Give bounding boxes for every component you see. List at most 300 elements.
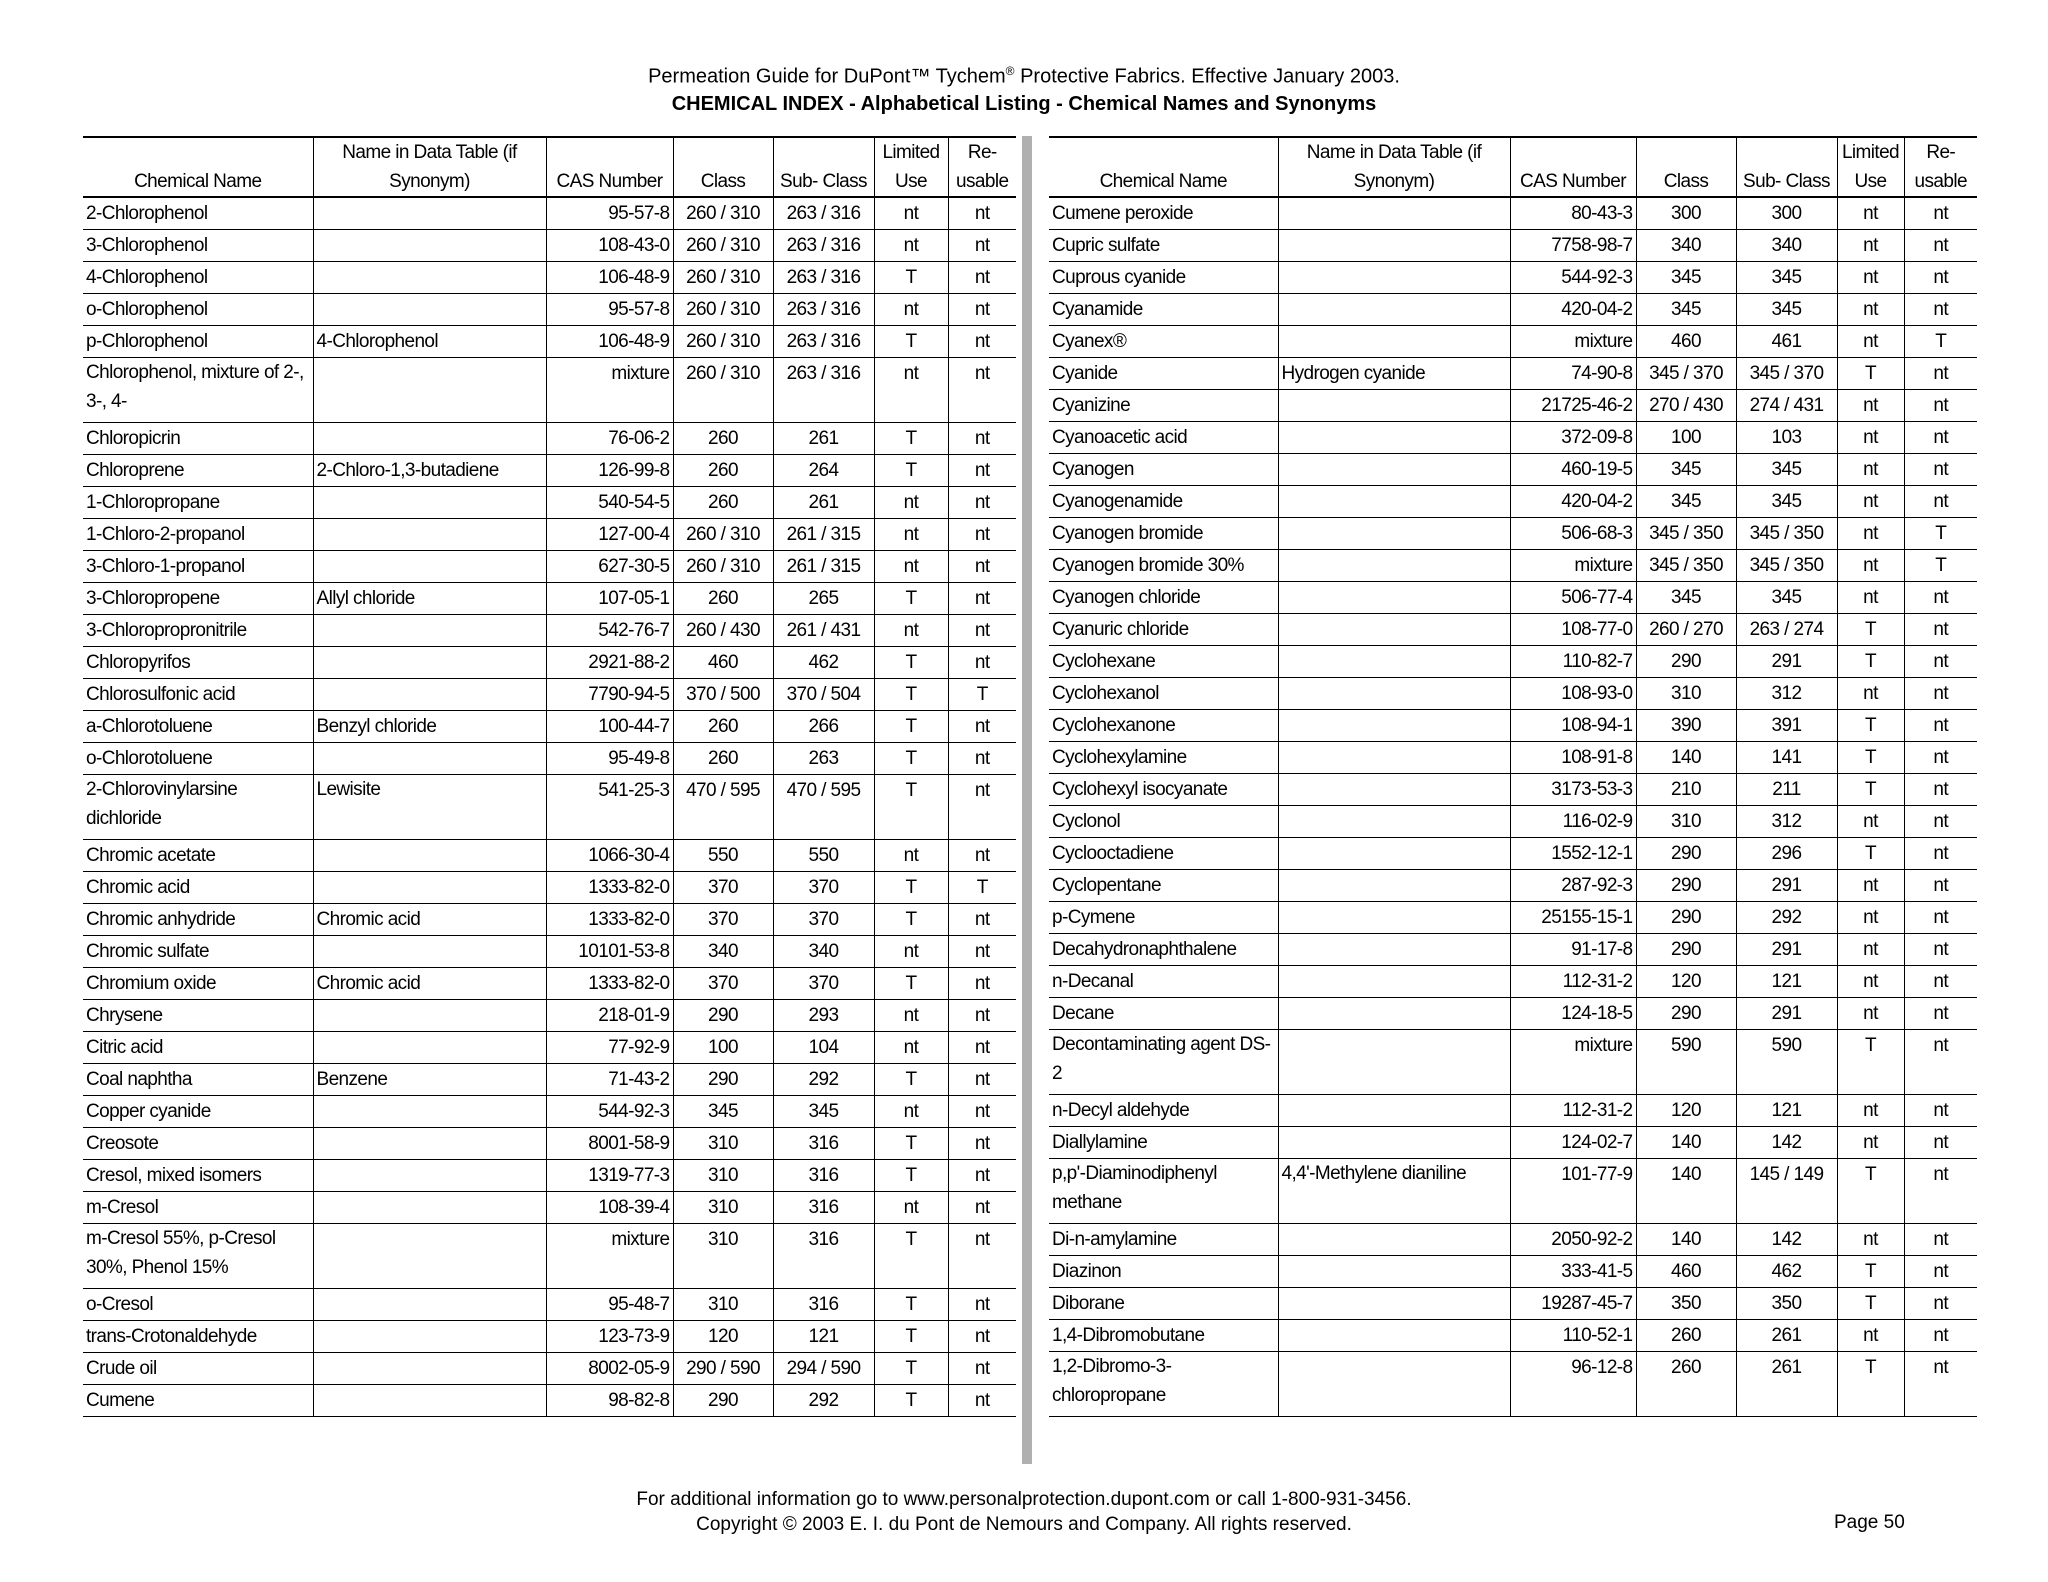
cell-cas-number: 95-48-7 <box>546 1289 673 1321</box>
cell-cas-number: 540-54-5 <box>546 487 673 519</box>
cell-synonym <box>313 1224 546 1289</box>
cell-subclass: 263 / 316 <box>773 294 874 326</box>
cell-chemical-name: Cupric sulfate <box>1049 230 1278 262</box>
cell-cas-number: 108-93-0 <box>1510 678 1636 710</box>
cell-limited-use: nt <box>1837 870 1904 902</box>
cell-subclass: 345 / 350 <box>1736 518 1837 550</box>
cell-class: 260 / 310 <box>673 230 773 262</box>
cell-synonym <box>313 294 546 326</box>
cell-class: 470 / 595 <box>673 775 773 840</box>
cell-chemical-name: Chromic acid <box>83 872 313 904</box>
cell-chemical-name: Chromic anhydride <box>83 904 313 936</box>
cell-subclass: 261 / 431 <box>773 615 874 647</box>
cell-reusable: nt <box>1904 1095 1977 1127</box>
cell-synonym <box>313 1353 546 1385</box>
cell-chemical-name: trans-Crotonaldehyde <box>83 1321 313 1353</box>
table-row <box>83 1385 1016 1417</box>
cell-reusable: nt <box>948 1064 1016 1096</box>
cell-limited-use: T <box>874 968 948 1000</box>
cell-reusable: nt <box>948 775 1016 840</box>
cell-reusable: nt <box>1904 390 1977 422</box>
cell-subclass: 292 <box>1736 902 1837 934</box>
title-suffix: Protective Fabrics. Effective January 2003. <box>1014 65 1400 88</box>
cell-reusable: nt <box>948 1000 1016 1032</box>
cell-class: 370 <box>673 968 773 1000</box>
cell-cas-number: mixture <box>546 358 673 423</box>
table-row <box>83 197 1016 230</box>
cell-limited-use: T <box>1837 358 1904 390</box>
cell-chemical-name: Cyanex® <box>1049 326 1278 358</box>
cell-chemical-name: Cyanogen bromide <box>1049 518 1278 550</box>
cell-synonym: Chromic acid <box>313 904 546 936</box>
cell-cas-number: 1066-30-4 <box>546 840 673 872</box>
cell-synonym <box>1278 294 1510 326</box>
table-row <box>1049 326 1977 358</box>
cell-class: 290 / 590 <box>673 1353 773 1385</box>
col-reusable: Re- usable <box>948 137 1016 197</box>
table-row <box>1049 1030 1977 1095</box>
cell-synonym <box>1278 486 1510 518</box>
cell-class: 260 <box>673 455 773 487</box>
cell-reusable: nt <box>948 230 1016 262</box>
cell-limited-use: nt <box>874 197 948 230</box>
cell-chemical-name: Cresol, mixed isomers <box>83 1160 313 1192</box>
cell-limited-use: T <box>874 1224 948 1289</box>
cell-cas-number: 100-44-7 <box>546 711 673 743</box>
cell-reusable: nt <box>1904 838 1977 870</box>
cell-chemical-name: o-Chlorophenol <box>83 294 313 326</box>
col-cas-number: CAS Number <box>546 137 673 197</box>
table-row <box>83 455 1016 487</box>
cell-chemical-name: p-Cymene <box>1049 902 1278 934</box>
cell-reusable: T <box>1904 550 1977 582</box>
table-row <box>1049 454 1977 486</box>
cell-chemical-name: Diazinon <box>1049 1256 1278 1288</box>
cell-subclass: 345 <box>1736 454 1837 486</box>
cell-cas-number: 2921-88-2 <box>546 647 673 679</box>
cell-limited-use: nt <box>1837 1224 1904 1256</box>
cell-subclass: 345 / 350 <box>1736 550 1837 582</box>
cell-synonym <box>1278 966 1510 998</box>
cell-synonym <box>313 1160 546 1192</box>
cell-chemical-name: Chloroprene <box>83 455 313 487</box>
cell-chemical-name: Cyanogenamide <box>1049 486 1278 518</box>
cell-cas-number: 1333-82-0 <box>546 904 673 936</box>
cell-cas-number: 110-82-7 <box>1510 646 1636 678</box>
table-row <box>1049 518 1977 550</box>
cell-subclass: 292 <box>773 1064 874 1096</box>
cell-subclass: 296 <box>1736 838 1837 870</box>
cell-cas-number: 627-30-5 <box>546 551 673 583</box>
cell-cas-number: 74-90-8 <box>1510 358 1636 390</box>
cell-synonym <box>313 487 546 519</box>
cell-chemical-name: Cyclopentane <box>1049 870 1278 902</box>
cell-subclass: 291 <box>1736 870 1837 902</box>
cell-synonym <box>313 1096 546 1128</box>
table-header-row <box>83 137 1016 197</box>
cell-limited-use: nt <box>874 1032 948 1064</box>
cell-synonym: Lewisite <box>313 775 546 840</box>
cell-reusable: T <box>948 872 1016 904</box>
cell-class: 260 / 310 <box>673 519 773 551</box>
table-row <box>83 1128 1016 1160</box>
cell-reusable: nt <box>1904 774 1977 806</box>
cell-reusable: nt <box>1904 358 1977 390</box>
table-row <box>1049 550 1977 582</box>
cell-reusable: nt <box>948 1096 1016 1128</box>
cell-reusable: nt <box>1904 614 1977 646</box>
cell-subclass: 265 <box>773 583 874 615</box>
cell-subclass: 121 <box>773 1321 874 1353</box>
cell-chemical-name: Chloropicrin <box>83 423 313 455</box>
cell-chemical-name: Cyclonol <box>1049 806 1278 838</box>
cell-synonym: 4,4'-Methylene dianiline <box>1278 1159 1510 1224</box>
cell-subclass: 345 <box>1736 262 1837 294</box>
cell-cas-number: 95-49-8 <box>546 743 673 775</box>
table-row <box>1049 1256 1977 1288</box>
cell-reusable: nt <box>948 904 1016 936</box>
table-row <box>1049 710 1977 742</box>
cell-subclass: 550 <box>773 840 874 872</box>
cell-subclass: 345 / 370 <box>1736 358 1837 390</box>
cell-cas-number: mixture <box>1510 1030 1636 1095</box>
cell-chemical-name: 3-Chloropropene <box>83 583 313 615</box>
cell-chemical-name: 3-Chlorophenol <box>83 230 313 262</box>
cell-synonym <box>313 197 546 230</box>
cell-limited-use: nt <box>874 230 948 262</box>
cell-reusable: nt <box>1904 1256 1977 1288</box>
cell-cas-number: 96-12-8 <box>1510 1352 1636 1417</box>
cell-class: 345 <box>1636 294 1736 326</box>
cell-limited-use: nt <box>874 519 948 551</box>
cell-synonym <box>1278 582 1510 614</box>
cell-cas-number: 95-57-8 <box>546 197 673 230</box>
cell-class: 260 <box>1636 1352 1736 1417</box>
cell-synonym: Benzyl chloride <box>313 711 546 743</box>
cell-subclass: 266 <box>773 711 874 743</box>
cell-subclass: 300 <box>1736 197 1837 230</box>
cell-class: 550 <box>673 840 773 872</box>
cell-synonym: 2-Chloro-1,3-butadiene <box>313 455 546 487</box>
table-row <box>83 1096 1016 1128</box>
table-row <box>83 1224 1016 1289</box>
cell-synonym <box>1278 902 1510 934</box>
cell-class: 460 <box>1636 1256 1736 1288</box>
cell-chemical-name: Diallylamine <box>1049 1127 1278 1159</box>
cell-reusable: nt <box>948 358 1016 423</box>
table-row <box>83 904 1016 936</box>
cell-limited-use: T <box>874 647 948 679</box>
cell-synonym: Chromic acid <box>313 968 546 1000</box>
cell-class: 290 <box>1636 902 1736 934</box>
cell-subclass: 274 / 431 <box>1736 390 1837 422</box>
cell-chemical-name: Cyanuric chloride <box>1049 614 1278 646</box>
cell-class: 120 <box>673 1321 773 1353</box>
cell-limited-use: T <box>874 1128 948 1160</box>
cell-class: 140 <box>1636 1127 1736 1159</box>
table-row <box>83 551 1016 583</box>
cell-reusable: nt <box>1904 1030 1977 1095</box>
cell-limited-use: nt <box>874 840 948 872</box>
table-row <box>1049 358 1977 390</box>
cell-class: 310 <box>673 1128 773 1160</box>
cell-synonym <box>1278 838 1510 870</box>
table-row <box>1049 1159 1977 1224</box>
cell-synonym: Hydrogen cyanide <box>1278 358 1510 390</box>
cell-reusable: nt <box>948 615 1016 647</box>
cell-reusable: nt <box>948 326 1016 358</box>
cell-subclass: 261 <box>1736 1320 1837 1352</box>
cell-cas-number: 126-99-8 <box>546 455 673 487</box>
cell-class: 310 <box>673 1224 773 1289</box>
col-chemical-name: Chemical Name <box>83 137 313 197</box>
chemical-table-left <box>83 136 1016 1417</box>
cell-subclass: 340 <box>1736 230 1837 262</box>
table-row <box>83 711 1016 743</box>
cell-synonym <box>1278 550 1510 582</box>
cell-subclass: 263 / 316 <box>773 358 874 423</box>
cell-chemical-name: a-Chlorotoluene <box>83 711 313 743</box>
cell-chemical-name: m-Cresol 55%, p-Cresol 30%, Phenol 15% <box>83 1224 313 1289</box>
cell-subclass: 264 <box>773 455 874 487</box>
cell-subclass: 293 <box>773 1000 874 1032</box>
cell-class: 290 <box>673 1064 773 1096</box>
table-row <box>83 358 1016 423</box>
cell-reusable: nt <box>948 1032 1016 1064</box>
cell-synonym: Benzene <box>313 1064 546 1096</box>
cell-chemical-name: Cyanoacetic acid <box>1049 422 1278 454</box>
cell-class: 290 <box>673 1385 773 1417</box>
cell-reusable: nt <box>1904 1127 1977 1159</box>
cell-reusable: T <box>948 679 1016 711</box>
cell-synonym <box>1278 1030 1510 1095</box>
cell-cas-number: 80-43-3 <box>1510 197 1636 230</box>
cell-chemical-name: 2-Chlorovinylarsine dichloride <box>83 775 313 840</box>
cell-chemical-name: n-Decyl aldehyde <box>1049 1095 1278 1127</box>
cell-synonym <box>1278 518 1510 550</box>
cell-class: 310 <box>673 1160 773 1192</box>
cell-reusable: T <box>1904 326 1977 358</box>
cell-class: 260 <box>673 711 773 743</box>
footer-copyright: Copyright © 2003 E. I. du Pont de Nemours and Company. All rights reserved. <box>696 1514 1352 1535</box>
cell-limited-use: T <box>1837 1352 1904 1417</box>
cell-chemical-name: Cyclohexane <box>1049 646 1278 678</box>
table-row <box>1049 486 1977 518</box>
cell-synonym <box>313 1321 546 1353</box>
cell-synonym <box>1278 774 1510 806</box>
cell-chemical-name: Cyanide <box>1049 358 1278 390</box>
cell-synonym <box>1278 614 1510 646</box>
cell-limited-use: T <box>874 262 948 294</box>
cell-class: 590 <box>1636 1030 1736 1095</box>
cell-class: 270 / 430 <box>1636 390 1736 422</box>
cell-limited-use: T <box>1837 838 1904 870</box>
cell-limited-use: T <box>1837 646 1904 678</box>
cell-class: 260 <box>673 583 773 615</box>
cell-limited-use: nt <box>874 487 948 519</box>
cell-subclass: 462 <box>1736 1256 1837 1288</box>
cell-reusable: nt <box>1904 806 1977 838</box>
cell-reusable: nt <box>1904 934 1977 966</box>
cell-class: 210 <box>1636 774 1736 806</box>
cell-subclass: 261 <box>773 487 874 519</box>
cell-chemical-name: 4-Chlorophenol <box>83 262 313 294</box>
cell-limited-use: T <box>1837 1256 1904 1288</box>
cell-reusable: nt <box>948 1160 1016 1192</box>
cell-synonym <box>1278 1288 1510 1320</box>
cell-synonym <box>313 1032 546 1064</box>
cell-reusable: nt <box>948 840 1016 872</box>
cell-synonym <box>1278 197 1510 230</box>
cell-limited-use: T <box>874 326 948 358</box>
cell-chemical-name: Cyclohexanone <box>1049 710 1278 742</box>
cell-chemical-name: Coal naphtha <box>83 1064 313 1096</box>
cell-reusable: nt <box>1904 1320 1977 1352</box>
cell-limited-use: nt <box>874 1192 948 1224</box>
cell-chemical-name: Cyanogen <box>1049 454 1278 486</box>
cell-cas-number: 71-43-2 <box>546 1064 673 1096</box>
cell-synonym <box>1278 1352 1510 1417</box>
cell-cas-number: 108-43-0 <box>546 230 673 262</box>
cell-class: 140 <box>1636 1159 1736 1224</box>
cell-synonym <box>1278 1095 1510 1127</box>
cell-class: 345 <box>1636 262 1736 294</box>
cell-limited-use: T <box>874 1160 948 1192</box>
cell-limited-use: T <box>874 872 948 904</box>
cell-class: 370 / 500 <box>673 679 773 711</box>
cell-reusable: nt <box>1904 710 1977 742</box>
cell-cas-number: 116-02-9 <box>1510 806 1636 838</box>
table-row <box>83 326 1016 358</box>
cell-limited-use: nt <box>874 936 948 968</box>
table-row <box>1049 230 1977 262</box>
cell-synonym <box>313 1128 546 1160</box>
cell-synonym <box>1278 934 1510 966</box>
cell-class: 345 / 370 <box>1636 358 1736 390</box>
cell-class: 120 <box>1636 1095 1736 1127</box>
cell-subclass: 142 <box>1736 1224 1837 1256</box>
cell-subclass: 316 <box>773 1192 874 1224</box>
table-row <box>83 294 1016 326</box>
cell-reusable: nt <box>948 262 1016 294</box>
table-row <box>83 1160 1016 1192</box>
cell-reusable: nt <box>1904 422 1977 454</box>
document-title <box>0 64 2048 89</box>
cell-limited-use: T <box>1837 614 1904 646</box>
cell-class: 345 <box>1636 582 1736 614</box>
cell-chemical-name: Cumene <box>83 1385 313 1417</box>
table-row <box>1049 966 1977 998</box>
cell-synonym: 4-Chlorophenol <box>313 326 546 358</box>
cell-cas-number: 123-73-9 <box>546 1321 673 1353</box>
cell-limited-use: T <box>874 1385 948 1417</box>
cell-synonym <box>1278 806 1510 838</box>
cell-cas-number: 101-77-9 <box>1510 1159 1636 1224</box>
cell-cas-number: 77-92-9 <box>546 1032 673 1064</box>
cell-limited-use: T <box>874 775 948 840</box>
cell-reusable: nt <box>948 936 1016 968</box>
cell-chemical-name: Cumene peroxide <box>1049 197 1278 230</box>
cell-synonym <box>1278 998 1510 1030</box>
cell-subclass: 263 / 316 <box>773 326 874 358</box>
cell-cas-number: 19287-45-7 <box>1510 1288 1636 1320</box>
table-row <box>1049 390 1977 422</box>
cell-limited-use: nt <box>1837 326 1904 358</box>
cell-chemical-name: 1,2-Dibromo-3-chloropropane <box>1049 1352 1278 1417</box>
cell-limited-use: nt <box>1837 230 1904 262</box>
cell-synonym <box>1278 710 1510 742</box>
table-row <box>1049 1320 1977 1352</box>
cell-limited-use: T <box>1837 742 1904 774</box>
cell-reusable: nt <box>1904 1288 1977 1320</box>
cell-reusable: nt <box>948 1321 1016 1353</box>
cell-limited-use: nt <box>1837 966 1904 998</box>
table-row <box>1049 614 1977 646</box>
cell-chemical-name: o-Chlorotoluene <box>83 743 313 775</box>
table-row <box>1049 1288 1977 1320</box>
cell-subclass: 141 <box>1736 742 1837 774</box>
col-synonym: Name in Data Table (if Synonym) <box>313 137 546 197</box>
cell-limited-use: nt <box>1837 262 1904 294</box>
cell-subclass: 461 <box>1736 326 1837 358</box>
cell-subclass: 470 / 595 <box>773 775 874 840</box>
cell-reusable: nt <box>1904 742 1977 774</box>
cell-subclass: 261 / 315 <box>773 551 874 583</box>
cell-chemical-name: Chromium oxide <box>83 968 313 1000</box>
cell-limited-use: T <box>1837 1030 1904 1095</box>
cell-limited-use: T <box>1837 1159 1904 1224</box>
cell-reusable: nt <box>948 551 1016 583</box>
cell-chemical-name: Copper cyanide <box>83 1096 313 1128</box>
cell-reusable: nt <box>1904 486 1977 518</box>
cell-reusable: T <box>1904 518 1977 550</box>
cell-cas-number: 7790-94-5 <box>546 679 673 711</box>
table-row <box>83 968 1016 1000</box>
cell-subclass: 292 <box>773 1385 874 1417</box>
cell-cas-number: mixture <box>1510 550 1636 582</box>
cell-class: 260 / 310 <box>673 262 773 294</box>
table-row <box>83 743 1016 775</box>
table-row <box>1049 902 1977 934</box>
cell-limited-use: nt <box>1837 902 1904 934</box>
cell-cas-number: 108-39-4 <box>546 1192 673 1224</box>
cell-synonym <box>1278 390 1510 422</box>
cell-reusable: nt <box>948 294 1016 326</box>
cell-chemical-name: Decane <box>1049 998 1278 1030</box>
cell-limited-use: nt <box>874 551 948 583</box>
cell-class: 350 <box>1636 1288 1736 1320</box>
cell-reusable: nt <box>1904 1224 1977 1256</box>
cell-limited-use: nt <box>1837 678 1904 710</box>
table-row <box>1049 582 1977 614</box>
cell-reusable: nt <box>1904 1159 1977 1224</box>
table-row <box>83 230 1016 262</box>
cell-chemical-name: 1-Chloro-2-propanol <box>83 519 313 551</box>
cell-class: 260 / 430 <box>673 615 773 647</box>
cell-subclass: 345 <box>773 1096 874 1128</box>
cell-chemical-name: Cyclohexylamine <box>1049 742 1278 774</box>
cell-synonym <box>1278 1320 1510 1352</box>
cell-class: 460 <box>673 647 773 679</box>
cell-chemical-name: Decontaminating agent DS-2 <box>1049 1030 1278 1095</box>
cell-chemical-name: Creosote <box>83 1128 313 1160</box>
cell-class: 310 <box>1636 806 1736 838</box>
cell-synonym <box>313 423 546 455</box>
cell-class: 260 / 310 <box>673 358 773 423</box>
cell-limited-use: nt <box>874 358 948 423</box>
cell-subclass: 312 <box>1736 678 1837 710</box>
cell-class: 340 <box>673 936 773 968</box>
